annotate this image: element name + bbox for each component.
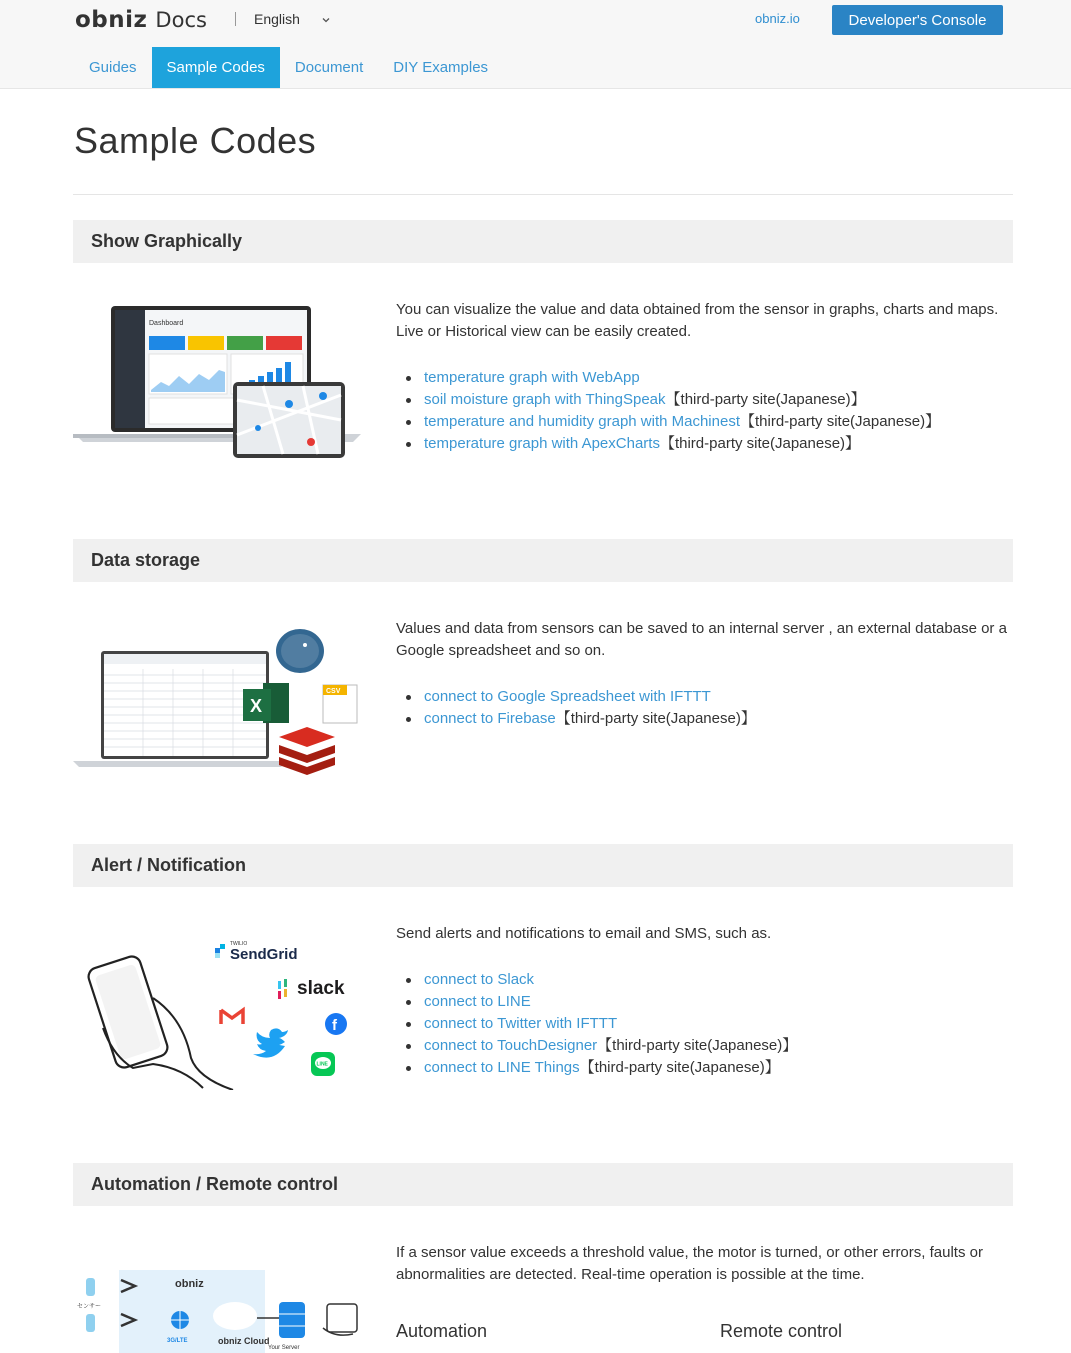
section-heading-alert-notification: Alert / Notification: [73, 844, 1013, 887]
page-title: Sample Codes: [74, 120, 317, 161]
your-server-label: Your Server: [268, 1345, 300, 1351]
link-list-alert-notification: [396, 969, 1011, 1079]
section-description-show-graphically: You can visualize the value and data obtained from the sensor in graphs, charts and maps. Live or Historical view can be easily created.: [396, 301, 999, 340]
developers-console-button[interactable]: Developer's Console: [832, 5, 1003, 35]
list-item: [396, 969, 1011, 991]
language-selector[interactable]: English: [254, 11, 300, 27]
link-list-data-storage: [396, 686, 1011, 730]
obniz-docs-logo[interactable]: [75, 7, 207, 37]
section-description-automation: If a sensor value exceeds a threshold value, the motor is turned, or other errors, faults or abnormalities are detected. Real-time operation is possible at the time.: [396, 1244, 983, 1283]
third-party-note: 【third-party site(Japanese)】: [665, 391, 866, 408]
notification-illustration: [73, 938, 363, 1090]
list-item: [396, 1035, 1011, 1057]
list-item: [396, 367, 1011, 389]
line-logo-text: LINE: [316, 1061, 328, 1068]
automation-illustration: [73, 1268, 363, 1353]
subheading-automation: Automation: [396, 1321, 488, 1341]
network-label: 3G/LTE: [167, 1338, 188, 1344]
list-item: [396, 1057, 1011, 1079]
tab-guides[interactable]: Guides: [89, 59, 137, 76]
link-list-show-graphically: [396, 367, 1011, 455]
link-temperature-apexcharts[interactable]: temperature graph with ApexCharts: [424, 435, 660, 452]
obniz-io-link[interactable]: obniz.io: [755, 11, 800, 26]
link-google-spreadsheet-ifttt[interactable]: connect to Google Spreadsheet with IFTTT: [424, 688, 711, 705]
link-firebase[interactable]: connect to Firebase: [424, 710, 556, 727]
tab-sample-codes[interactable]: Sample Codes: [152, 47, 280, 88]
section-heading-data-storage: Data storage: [73, 539, 1013, 582]
subheading-remote-control: Remote control: [720, 1321, 843, 1341]
slack-logo: slack: [297, 978, 345, 999]
list-item: [396, 411, 1011, 433]
sendgrid-logo: SendGrid: [230, 946, 298, 963]
dashboard-illustration: [73, 300, 363, 462]
main-nav: [74, 47, 503, 88]
list-item: [396, 686, 1011, 708]
third-party-note: 【third-party site(Japanese)】: [555, 710, 756, 727]
link-soil-moisture-thingspeak[interactable]: soil moisture graph with ThingSpeak: [424, 391, 666, 408]
dashboard-title: Dashboard: [149, 320, 184, 327]
link-temperature-graph-webapp[interactable]: temperature graph with WebApp: [424, 369, 640, 386]
obniz-cloud-label: obniz Cloud: [218, 1336, 270, 1346]
data-storage-illustration: [73, 625, 363, 780]
link-line[interactable]: connect to LINE: [424, 993, 531, 1010]
logo-suffix: Docs: [155, 8, 207, 32]
obniz-device-label: obniz: [175, 1278, 204, 1290]
sensor-label: センサー: [77, 1303, 102, 1310]
chevron-down-icon[interactable]: [320, 14, 332, 26]
title-divider: [73, 194, 1013, 195]
link-slack[interactable]: connect to Slack: [424, 971, 535, 988]
excel-icon-letter: X: [250, 696, 263, 716]
logo-text: obniz: [75, 7, 148, 33]
link-line-things[interactable]: connect to LINE Things: [424, 1059, 580, 1076]
sendgrid-caption: TWILIO: [230, 941, 248, 947]
top-header: [0, 0, 1071, 89]
list-item: [396, 1013, 1011, 1035]
third-party-note: 【third-party site(Japanese)】: [597, 1037, 798, 1054]
list-item: [396, 708, 1011, 730]
header-divider: [235, 12, 236, 26]
tab-document[interactable]: Document: [294, 59, 364, 76]
list-item: [396, 389, 1011, 411]
section-heading-automation-remote-control: Automation / Remote control: [73, 1163, 1013, 1206]
section-description-data-storage: Values and data from sensors can be saved to an internal server , an external database or a Google spreadsheet and so on.: [396, 620, 1007, 659]
csv-icon-label: CSV: [326, 688, 341, 695]
link-touchdesigner[interactable]: connect to TouchDesigner: [424, 1037, 598, 1054]
link-temp-humidity-machinest[interactable]: temperature and humidity graph with Machinest: [424, 413, 740, 430]
tab-diy-examples[interactable]: DIY Examples: [393, 59, 489, 76]
section-heading-show-graphically: Show Graphically: [73, 220, 1013, 263]
section-description-alert-notification: Send alerts and notifications to email and SMS, such as.: [396, 925, 772, 942]
list-item: [396, 991, 1011, 1013]
svg-text:f: f: [332, 1017, 337, 1034]
third-party-note: 【third-party site(Japanese)】: [740, 413, 941, 430]
link-twitter-ifttt[interactable]: connect to Twitter with IFTTT: [424, 1015, 618, 1032]
list-item: [396, 433, 1011, 455]
third-party-note: 【third-party site(Japanese)】: [659, 435, 861, 452]
third-party-note: 【third-party site(Japanese)】: [579, 1059, 780, 1076]
